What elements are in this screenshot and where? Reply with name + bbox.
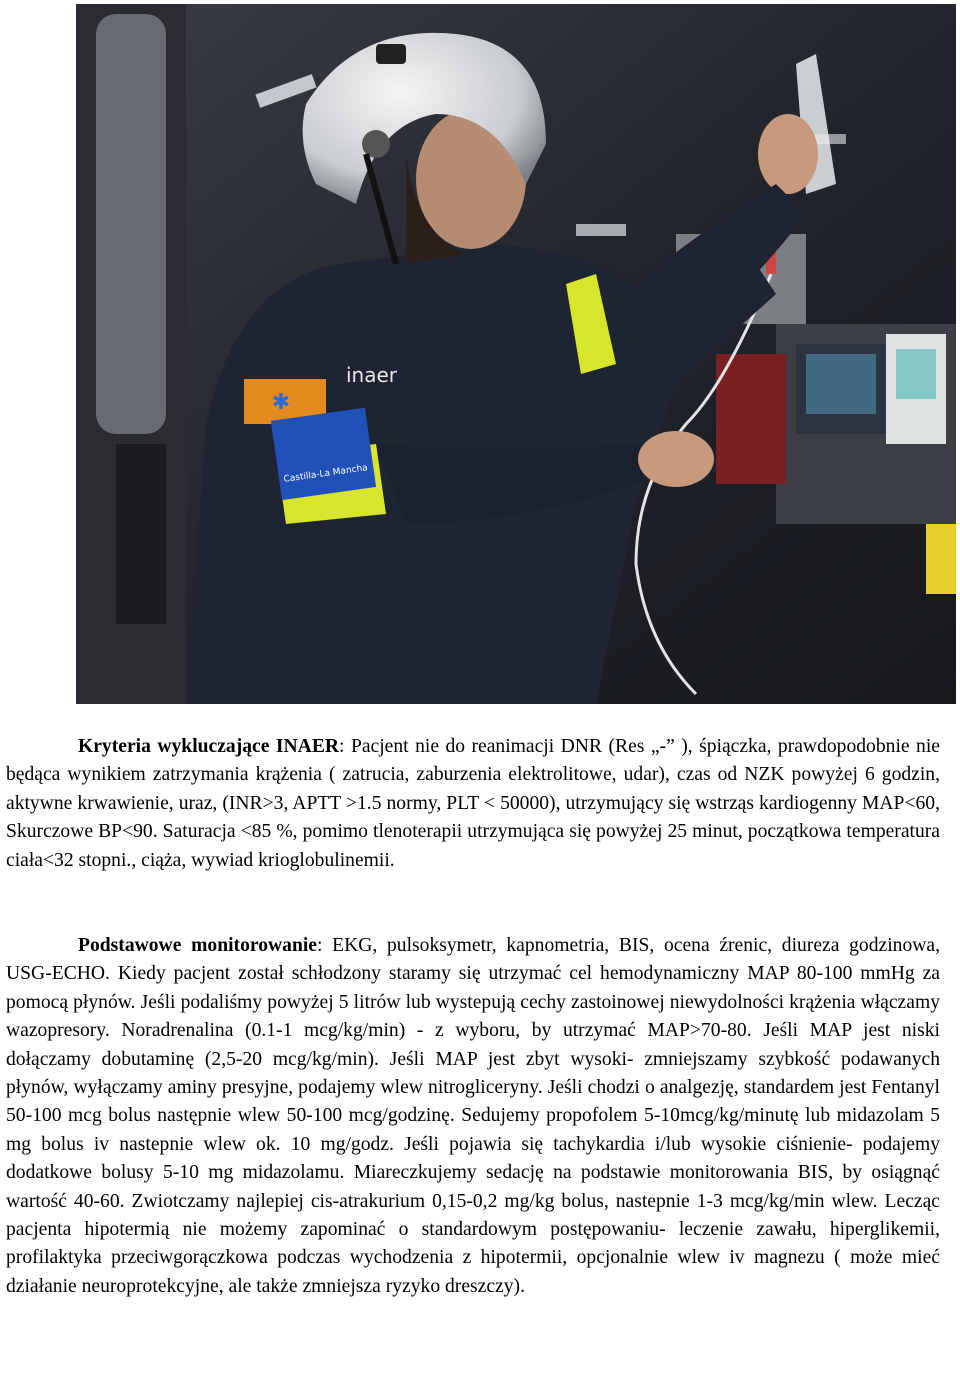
exclusion-criteria-text: : Pacjent nie do reanimacji DNR (Res „-” ), śpiączka, prawdopodobnie nie będąca wynikiem zatrzymania krążenia ( zatrucia, zaburzenia elektrolitowe, udar), czas od NZK powyżej 6 godzin, aktywne krwawienie, uraz, (INR>3, APTT >1.5 normy, PLT < 50000), utrzymujący się wstrząs kardiogenny MAP<60, Skurczowe BP<90. Saturacja <85 %, pomimo tlenoterapii utrzymująca się powyżej 25 minut, początkowa temperatura ciała<32 stopni., ciąża, wywiad krioglobulinemii.: [6, 736, 940, 871]
exclusion-criteria-paragraph: [6, 733, 940, 875]
monitoring-text: : EKG, pulsoksymetr, kapnometria, BIS, ocena źrenic, diureza godzinowa, USG-ECHO. Kiedy pacjent został schłodzony staramy się utrzymać cel hemodynamiczny MAP 80-100 mmHg za pomocą płynów. Jeśli podaliśmy powyżej 5 litrów lub wystepują cechy zastoinowej niewydolności krążenia włączamy wazopresory. Noradrenalina (0.1-1 mcg/kg/min) - z wyboru, by utrzymać MAP>70-80. Jeśli MAP jest niski dołączamy dobutaminę (2,5-20 mcg/kg/min). Jeśli MAP jest zbyt wysoki- zmniejszamy szybkość podawanych płynów, wyłączamy aminy presyjne, podajemy wlew nitrogliceryny. Jeśli chodzi o analgezję, standardem jest Fentanyl 50-100 mcg bolus następnie wlew 50-100 mcg/godzinę. Sedujemy propofolem 5-10mcg/kg/minutę lub midazolam 5 mg bolus iv nastepnie wlew ok. 10 mg/godz. Jeśli pojawia się tachykardia i/lub wysokie ciśnienie- podajemy dodatkowe bolusy 5-10 mg midazolamu. Miareczkujemy sedację na podstawie monitorowania BIS, by osiągnąć wartość 40-60. Zwiotczamy najlepiej cis-atrakurium 0,15-0,2 mg/kg bolus, nastepnie 1-3 mcg/kg/min wlew. Lecząc pacjenta hipotermią nie możemy zapominać o standardowym postępowaniu- leczenie zawału, hiperglikemii, profilaktyka przeciwgorączkowa podczas wychodzenia z hipotermii, opcjonalnie wlew iv magnezu ( może mieć działanie neuroprotekcyjne, ale także zmniejsza ryzyko dreszczy).: [6, 935, 940, 1297]
photo-illustration: [76, 4, 956, 704]
exclusion-criteria-heading: Kryteria wykluczające INAER: [78, 736, 340, 757]
monitoring-paragraph: [6, 932, 940, 1301]
paramedic-photo: [76, 4, 956, 704]
svg-text:inaer: inaer: [346, 363, 398, 387]
svg-text:Castilla-La Mancha: Castilla-La Mancha: [283, 463, 369, 485]
svg-text:✱: ✱: [271, 390, 291, 415]
monitoring-heading: Podstawowe monitorowanie: [78, 935, 317, 956]
